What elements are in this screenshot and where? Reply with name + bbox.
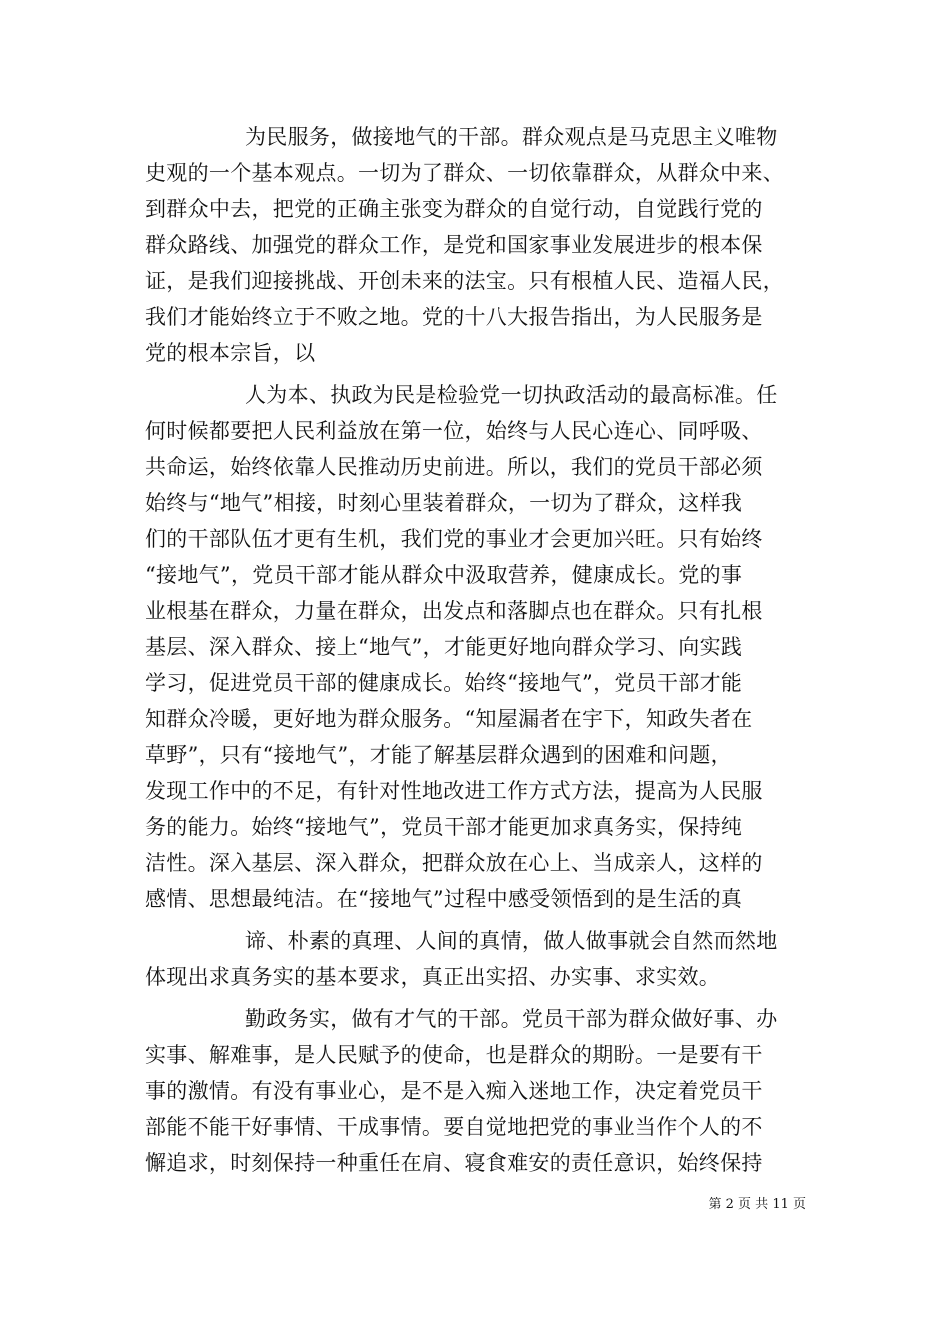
text-line: 们的干部队伍才更有生机，我们党的事业才会更加兴旺。只有始终 <box>145 527 763 551</box>
text-line: 勤政务实，做有才气的干部。党员干部为群众做好事、办 <box>245 1007 778 1031</box>
text-line: 体现出求真务实的基本要求，真正出实招、办实事、求实效。 <box>145 965 721 989</box>
text-line: “接地气”，党员干部才能从群众中汲取营养，健康成长。党的事 <box>145 563 743 587</box>
text-line: 史观的一个基本观点。一切为了群众、一切依靠群众，从群众中来、 <box>145 161 784 185</box>
text-line: 到群众中去，把党的正确主张变为群众的自觉行动，自觉践行党的 <box>145 197 763 221</box>
text-line: 业根基在群众，力量在群众，出发点和落脚点也在群众。只有扎根 <box>145 599 763 623</box>
text-line: 知群众冷暖，更好地为群众服务。“知屋漏者在宇下，知政失者在 <box>145 707 753 731</box>
text-line: 感情、思想最纯洁。在“接地气”过程中感受领悟到的是生活的真 <box>145 887 743 911</box>
text-line: 懈追求，时刻保持一种重任在肩、寝食难安的责任意识，始终保持 <box>145 1151 763 1175</box>
text-line: 洁性。深入基层、深入群众，把群众放在心上、当成亲人，这样的 <box>145 851 763 875</box>
text-line: 党的根本宗旨，以 <box>145 341 316 365</box>
text-line: 部能不能干好事情、干成事情。要自觉地把党的事业当作个人的不 <box>145 1115 763 1139</box>
text-line: 为民服务，做接地气的干部。群众观点是马克思主义唯物 <box>245 125 778 149</box>
text-line: 群众路线、加强党的群众工作，是党和国家事业发展进步的根本保 <box>145 233 763 257</box>
text-line: 草野”，只有“接地气”，才能了解基层群众遇到的困难和问题， <box>145 743 732 767</box>
text-line: 实事、解难事，是人民赋予的使命，也是群众的期盼。一是要有干 <box>145 1043 763 1067</box>
text-line: 谛、朴素的真理、人间的真情，做人做事就会自然而然地 <box>245 929 778 953</box>
text-line: 始终与“地气”相接，时刻心里装着群众，一切为了群众，这样我 <box>145 491 743 515</box>
text-line: 基层、深入群众、接上“地气”，才能更好地向群众学习、向实践 <box>145 635 743 659</box>
text-line: 共命运，始终依靠人民推动历史前进。所以，我们的党员干部必须 <box>145 455 763 479</box>
text-line: 证，是我们迎接挑战、开创未来的法宝。只有根植人民、造福人民， <box>145 269 784 293</box>
text-line: 学习，促进党员干部的健康成长。始终“接地气”，党员干部才能 <box>145 671 743 695</box>
text-line: 事的激情。有没有事业心，是不是入痴入迷地工作，决定着党员干 <box>145 1079 763 1103</box>
text-line: 发现工作中的不足，有针对性地改进工作方式方法，提高为人民服 <box>145 779 763 803</box>
text-line: 人为本、执政为民是检验党一切执政活动的最高标准。任 <box>245 383 778 407</box>
text-line: 我们才能始终立于不败之地。党的十八大报告指出，为人民服务是 <box>145 305 763 329</box>
page-number: 第 2 页 共 11 页 <box>708 1197 806 1212</box>
text-line: 何时候都要把人民利益放在第一位，始终与人民心连心、同呼吸、 <box>145 419 763 443</box>
text-line: 务的能力。始终“接地气”，党员干部才能更加求真务实，保持纯 <box>145 815 743 839</box>
